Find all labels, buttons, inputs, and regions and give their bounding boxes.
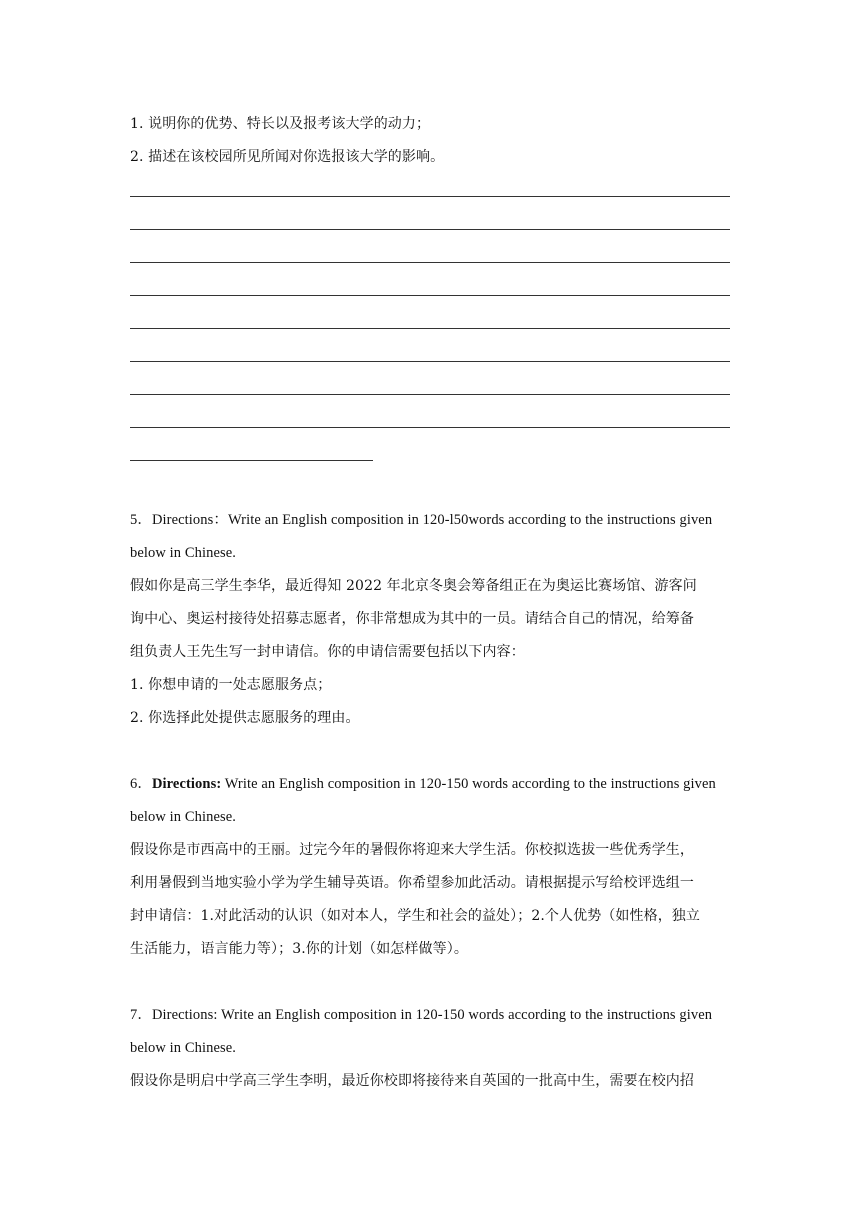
question-6-number: 6． — [130, 776, 152, 792]
question-7-body-line-1: 假设你是明启中学高三学生李明，最近你校即将接待来自英国的一批高中生，需要在校内招 — [130, 1073, 694, 1089]
spacer — [130, 966, 730, 999]
answer-line-short — [130, 438, 730, 471]
question-6-directions-line-2: below in Chinese. — [130, 809, 237, 825]
answer-line — [130, 306, 730, 339]
answer-line — [130, 372, 730, 405]
page-content — [130, 108, 730, 1098]
question-7-directions — [130, 999, 730, 1032]
answer-line — [130, 273, 730, 306]
question-6 — [130, 768, 730, 966]
answer-line — [130, 240, 730, 273]
question-6-body-line-3: 封申请信：1.对此活动的认识（如对本人，学生和社会的益处）；2.个人优势（如性格，独立 — [130, 908, 701, 924]
question-5-body-line-1: 假如你是高三学生李华，最近得知 2022 年北京冬奥会筹备组正在为奥运比赛场馆、游客问 — [130, 578, 697, 594]
question-5-directions-line-2: below in Chinese. — [130, 545, 237, 561]
spacer — [130, 471, 730, 504]
answer-line — [130, 405, 730, 438]
question-5-point-2: 2. 你选择此处提供志愿服务的理由。 — [130, 710, 360, 726]
question-5-number: 5． — [130, 512, 152, 528]
question-5 — [130, 504, 730, 735]
question-6-directions-text: Write an English composition in 120-150 words according to the instructions given — [221, 776, 716, 792]
question-6-body-line-4: 生活能力，语言能力等）；3.你的计划（如怎样做等）。 — [130, 941, 468, 957]
spacer — [130, 735, 730, 768]
answer-line — [130, 207, 730, 240]
answer-line — [130, 339, 730, 372]
question-7-directions-text: Directions: Write an English composition in 120-150 words according to the instructions given — [151, 1007, 713, 1023]
question-7-directions-line-2: below in Chinese. — [130, 1040, 237, 1056]
answer-line — [130, 174, 730, 207]
question-5-body-line-2: 询中心、奥运村接待处招募志愿者，你非常想成为其中的一员。请结合自己的情况，给筹备 — [130, 611, 694, 627]
answer-lines[interactable] — [130, 174, 730, 471]
question-6-body-line-2: 利用暑假到当地实验小学为学生辅导英语。你希望参加此活动。请根据提示写给校评选组一 — [130, 875, 694, 891]
prev-question-point-2: 2. 描述在该校园所见所闻对你选报该大学的影响。 — [130, 149, 445, 165]
question-6-directions-label: Directions: — [151, 776, 222, 792]
question-5-body-line-3: 组负责人王先生写一封申请信。你的申请信需要包括以下内容： — [130, 644, 525, 660]
question-5-point-1: 1. 你想申请的一处志愿服务点； — [130, 677, 332, 693]
prev-question-point-1: 1. 说明你的优势、特长以及报考该大学的动力； — [130, 116, 431, 132]
question-6-directions — [130, 768, 730, 801]
question-7 — [130, 999, 730, 1098]
question-5-directions-text: Directions：Write an English composition in 120-l50words according to the instructions given — [151, 512, 713, 528]
question-6-body-line-1: 假设你是市西高中的王丽。过完今年的暑假你将迎来大学生活。你校拟选拔一些优秀学生， — [130, 842, 694, 858]
question-5-directions — [130, 504, 730, 537]
question-7-number: 7． — [130, 1007, 152, 1023]
